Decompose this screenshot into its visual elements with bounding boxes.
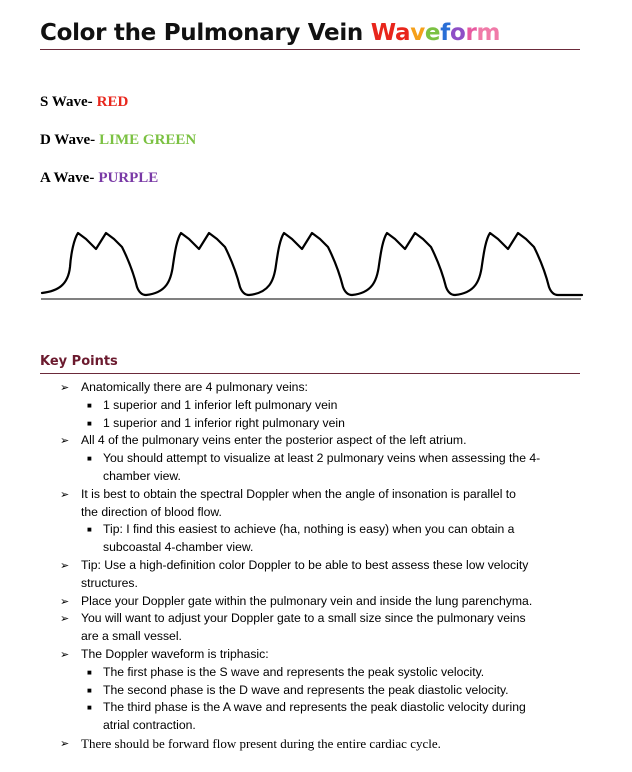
key-point-line: Place your Doppler gate within the pulmonary vein and inside the lung parenchyma.: [81, 593, 533, 608]
key-point-line: The first phase is the S wave and represents the peak systolic velocity.: [103, 664, 485, 679]
square-bullet-icon: ■: [87, 667, 92, 677]
key-point-line: 1 superior and 1 inferior right pulmonary vein: [103, 415, 345, 430]
wave-label: A Wave-: [40, 170, 95, 186]
key-point-line: are a small vessel.: [81, 629, 182, 644]
key-point-line: structures.: [81, 575, 138, 590]
key-point-line: There should be forward flow present during the entire cardiac cycle.: [81, 736, 441, 751]
title-letter: v: [410, 20, 425, 46]
key-points-heading: Key Points: [40, 354, 118, 369]
title-letter: r: [465, 20, 477, 46]
arrow-bullet-icon: ➢: [60, 738, 70, 750]
wave-color-name: PURPLE: [98, 170, 159, 186]
arrow-bullet-icon: ➢: [60, 595, 70, 608]
arrow-bullet-icon: ➢: [60, 382, 70, 394]
pulmonary-vein-waveform: [40, 225, 585, 307]
title-letter: o: [449, 20, 466, 46]
title-letter: f: [440, 20, 450, 46]
wave-label: D Wave-: [40, 132, 96, 148]
key-points-divider: [40, 373, 580, 374]
square-bullet-icon: ■: [87, 685, 92, 695]
arrow-bullet-icon: ➢: [60, 560, 70, 572]
square-bullet-icon: ■: [87, 454, 92, 464]
key-point-line: The Doppler waveform is triphasic:: [81, 647, 269, 661]
key-point-line: Tip: I find this easiest to achieve (ha, nothing is easy) when you can obtain a: [103, 522, 515, 537]
page-title: [40, 20, 500, 46]
square-bullet-icon: ■: [87, 703, 92, 713]
arrow-bullet-icon: ➢: [60, 649, 70, 661]
wave-color-name: LIME GREEN: [99, 132, 197, 148]
title-letter: m: [476, 20, 501, 46]
square-bullet-icon: ■: [87, 400, 92, 410]
title-letter: e: [424, 20, 441, 46]
key-point-line: the direction of blood flow.: [81, 504, 222, 519]
waveform-trace: [42, 233, 582, 295]
arrow-bullet-icon: ➢: [60, 488, 70, 501]
wave-label: S Wave-: [40, 94, 93, 110]
key-point-line: The second phase is the D wave and represents the peak diastolic velocity.: [103, 682, 509, 697]
square-bullet-icon: ■: [87, 418, 92, 428]
key-point-line: subcoastal 4-chamber view.: [103, 540, 254, 555]
title-letter: W: [370, 20, 395, 46]
title-colored-word: [371, 20, 500, 46]
key-point-line: atrial contraction.: [103, 718, 196, 733]
key-point-line: You should attempt to visualize at least 2 pulmonary veins when assessing the 4-: [103, 451, 541, 466]
wave-color-row: [40, 132, 196, 149]
arrow-bullet-icon: ➢: [60, 613, 70, 626]
key-point-line: You will want to adjust your Doppler gate to a small size since the pulmonary veins: [81, 611, 526, 626]
key-point-line: All 4 of the pulmonary veins enter the posterior aspect of the left atrium.: [81, 433, 467, 448]
key-point-line: It is best to obtain the spectral Doppler when the angle of insonation is parallel to: [81, 486, 516, 501]
title-divider: [40, 49, 580, 50]
key-point-line: Anatomically there are 4 pulmonary veins:: [81, 380, 308, 394]
title-letter: a: [394, 20, 411, 46]
title-prefix: Color the Pulmonary Vein: [40, 20, 371, 46]
square-bullet-icon: ■: [87, 525, 92, 535]
wave-color-name: RED: [96, 94, 129, 110]
key-point-line: The third phase is the A wave and represents the peak diastolic velocity during: [103, 700, 526, 715]
key-point-line: 1 superior and 1 inferior left pulmonary vein: [103, 397, 338, 412]
arrow-bullet-icon: ➢: [60, 435, 70, 448]
key-point-line: Tip: Use a high-definition color Doppler to be able to best assess these low velocity: [81, 558, 529, 572]
wave-color-row: [40, 170, 158, 187]
key-point-line: chamber view.: [103, 469, 181, 483]
wave-color-row: [40, 94, 128, 111]
